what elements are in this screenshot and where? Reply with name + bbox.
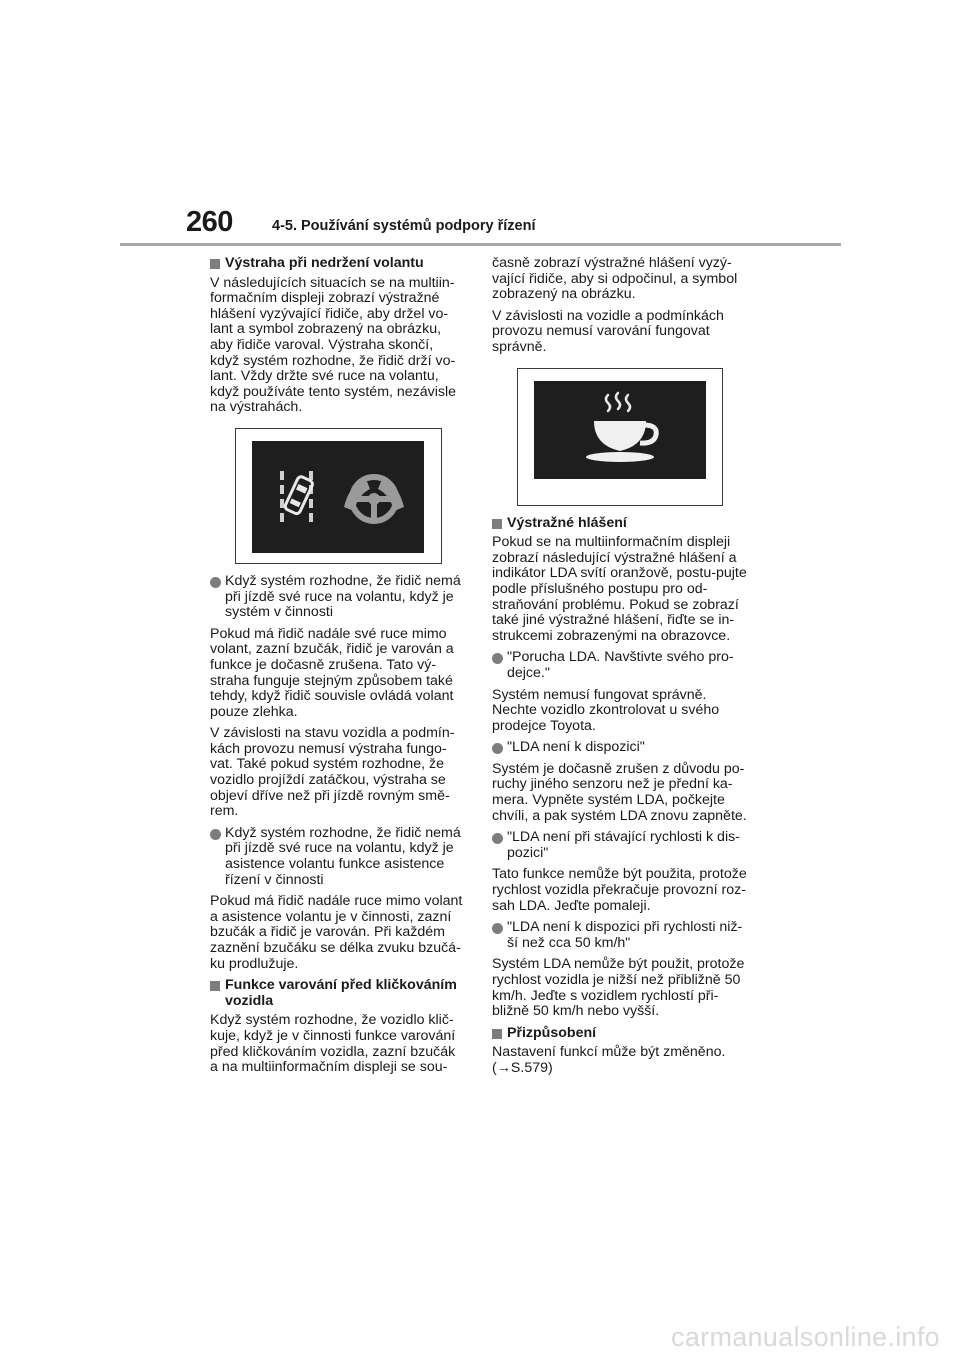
heading-text: Výstražné hlášení (507, 514, 627, 531)
paragraph: Systém je dočasně zrušen z důvodu po-ruchy jiného senzoru než je přední ka-mera. Vypněte systém LDA, počkejte chvíli, a pak systém LDA znovu zapněte. (492, 760, 747, 824)
display-screen (534, 381, 706, 479)
heading-warning-message (492, 516, 752, 532)
paragraph: Tato funkce nemůže být použita, protože rychlost vozidla překračuje provozní roz-sah LDA. Jeďte pomaleji. (492, 866, 747, 914)
heading-text: Přizpůsobení (507, 1024, 597, 1041)
paragraph: Pokud má řidič nadále ruce mimo volant a asistence volantu je v činnosti, zazní bzučák a řidič je varován. Při každém zaznění bzučáku se délka zvuku bzučá-ku prodlužuje. (210, 893, 463, 972)
paragraph: Pokud se na multiinformačním displeji zobrazí následující výstražné hlášení a indikátor LDA svítí oranžově, postu-pujte podle příslušného postupu pro od-straňování problému. Pokud se zobrazí také jiné výstražné hlášení, řiďte se in-strukcemi zobrazenými na obrazovce. (492, 534, 747, 644)
bullet-item (492, 740, 752, 756)
square-bullet-icon (492, 1029, 502, 1039)
bullet-text: "LDA není při stávající rychlosti k dis-pozici" (507, 829, 740, 861)
page-number: 260 (186, 206, 233, 238)
heading-customization (492, 1026, 752, 1042)
bullet-item (492, 920, 752, 951)
watermark: carmanualsonline.info (671, 1322, 940, 1352)
cross-reference-link[interactable]: (→S.579) (492, 1059, 553, 1076)
paragraph: Systém nemusí fungovat správně. Nechte vozidlo zkontrolovat u svého prodejce Toyota. (492, 686, 720, 734)
bullet-text: "Porucha LDA. Navštivte svého pro-dejce." (507, 649, 734, 681)
square-bullet-icon (210, 981, 220, 991)
bullet-text: Když systém rozhodne, že řidič nemá při jízdě své ruce na volantu, když je asistence volantu funkce asistence řízení v činnosti (225, 824, 461, 888)
paragraph: V závislosti na stavu vozidla a podmín-kách provozu nemusí výstraha fungo-vat. Také pokud systém rozhodne, že vozidlo projíždí zatáčkou, výstraha se objeví dříve než při jízdě rovným smě-rem. (210, 725, 455, 820)
bullet-item (210, 826, 466, 888)
heading-hands-off-warning (210, 256, 466, 272)
heading-sway-warning (210, 978, 466, 1009)
bullet-item (492, 650, 752, 681)
round-bullet-icon (210, 829, 221, 840)
bullet-item (210, 574, 466, 621)
bullet-item (492, 830, 752, 861)
paragraph: Nastavení funkcí může být změněno. (492, 1044, 726, 1061)
heading-text: Výstraha při nedržení volantu (225, 255, 424, 271)
paragraph: časně zobrazí výstražné hlášení vyzý-vající řidiče, aby si odpočinul, a symbol zobrazený na obrázku. (492, 255, 738, 303)
rest-warning-figure (517, 368, 723, 506)
paragraph: Když systém rozhodne, že vozidlo klič-kuje, když je v činnosti funkce varování před kličkováním vozidla, zazní bzučák a na multiinformačním displeji se sou- (210, 1012, 456, 1076)
paragraph: Pokud má řidič nadále své ruce mimo volant, zazní bzučák, řidič je varován a funkce je dočasně zrušena. Tato vý-straha funguje stejným způsobem také tehdy, když řidič souvisle ovládá volant pouze zlehka. (210, 625, 454, 720)
bullet-text: Když systém rozhodne, že řidič nemá při jízdě své ruce na volantu, když je systém v činnosti (225, 572, 461, 621)
paragraph: V závislosti na vozidle a podmínkách provozu nemusí varování fungovat správně. (492, 307, 724, 355)
round-bullet-icon (492, 923, 503, 934)
section-title: 4-5. Používání systémů podpory řízení (272, 218, 536, 234)
square-bullet-icon (210, 259, 220, 269)
round-bullet-icon (210, 577, 221, 588)
right-column (492, 256, 752, 1083)
round-bullet-icon (492, 833, 503, 844)
coffee-cup-icon (534, 381, 706, 479)
round-bullet-icon (492, 743, 503, 754)
display-screen (252, 441, 424, 553)
lane-and-steering-icon (252, 441, 424, 553)
left-column (210, 256, 466, 1082)
hands-off-warning-figure (235, 428, 442, 564)
paragraph: Systém LDA nemůže být použit, protože rychlost vozidla je nižší než přibližně 50 km/h. Jeďte s vozidlem rychlostí při-bližně 50 km/h nebo vyšší. (492, 956, 745, 1020)
bullet-text: "LDA není k dispozici" (507, 739, 645, 756)
square-bullet-icon (492, 519, 502, 529)
round-bullet-icon (492, 653, 503, 664)
bullet-text: "LDA není k dispozici při rychlosti niž-ší než cca 50 km/h" (507, 919, 743, 951)
heading-text: Funkce varování před kličkováním vozidla (225, 977, 457, 1009)
paragraph: V následujících situacích se na multiin-formačním displeji zobrazí výstražné hlášení vyzývající řidiče, aby držel vo-lant a symbol zobrazený na obrázku, aby řidiče varoval. Výstraha skončí, když systém rozhodne, že řidič drží vo-lant. Vždy držte své ruce na volantu, když používáte tento systém, nezávisle na výstrahách. (210, 274, 457, 416)
header-rule (120, 243, 841, 246)
